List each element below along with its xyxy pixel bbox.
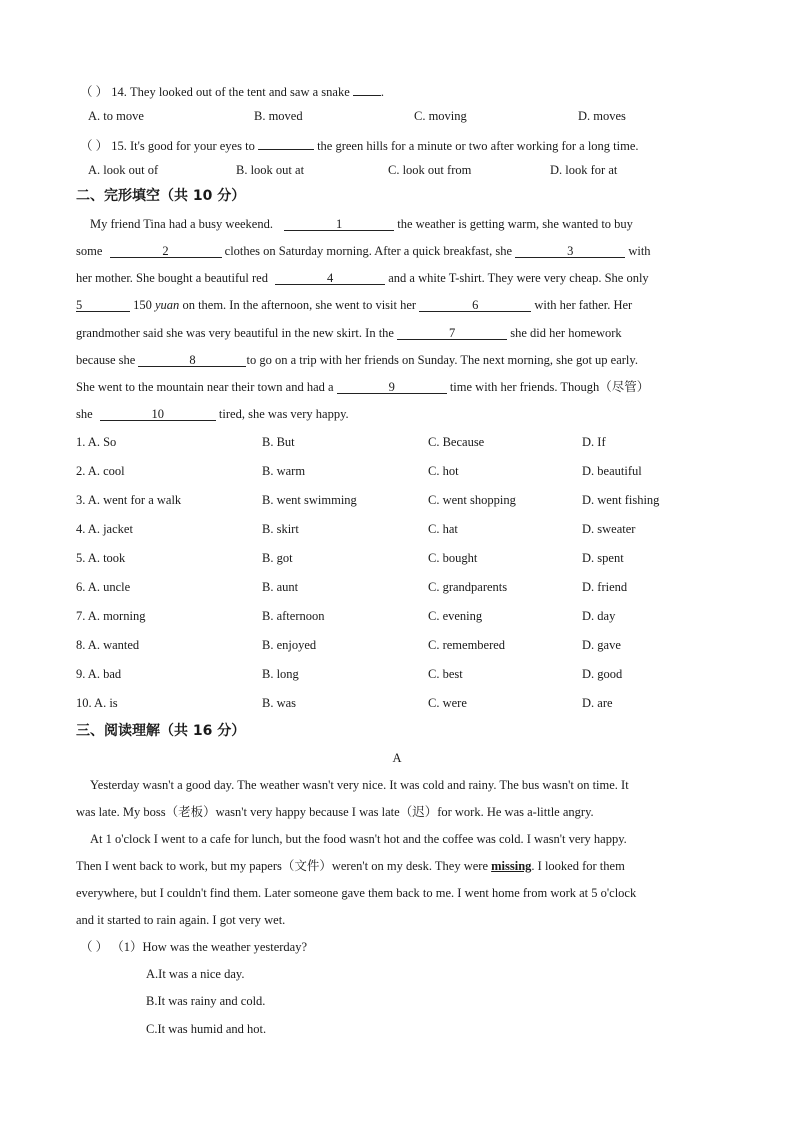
rq1-option-c[interactable]: C.It was humid and hot. — [146, 1022, 267, 1036]
cloze-line-6: because she 8 to go on a trip with her friends on Sunday. The next morning, she got up early. — [76, 353, 638, 367]
choice-6-b[interactable]: B. aunt — [262, 580, 299, 594]
answer-blank[interactable] — [353, 81, 381, 96]
choice-7-a[interactable]: 7. A. morning — [76, 609, 146, 623]
choice-2-b[interactable]: B. warm — [262, 464, 306, 478]
choice-10-b[interactable]: B. was — [262, 696, 297, 710]
cloze-line-4: 5 150 yuan on them. In the afternoon, she went to visit her 6 with her father. Her — [76, 298, 633, 312]
choice-5-b[interactable]: B. got — [262, 551, 293, 565]
cloze-blank-3[interactable]: 3 — [515, 243, 625, 258]
cloze-blank-4[interactable]: 4 — [275, 270, 385, 285]
choice-6-d[interactable]: D. friend — [582, 580, 628, 594]
choice-7-d[interactable]: D. day — [582, 609, 616, 623]
choice-9-d[interactable]: D. good — [582, 667, 623, 681]
reading-line-4: Then I went back to work, but my papers（文件）weren't on my desk. They were missing. I looked for them — [76, 859, 625, 873]
section-3-title: 三、阅读理解（共 16 分） — [76, 723, 246, 739]
answer-paren[interactable]: （ ） — [80, 139, 109, 153]
choice-5-c[interactable]: C. bought — [428, 551, 478, 565]
choice-7-c[interactable]: C. evening — [428, 609, 483, 623]
choice-10-a[interactable]: 10. A. is — [76, 696, 118, 710]
choice-8-a[interactable]: 8. A. wanted — [76, 638, 140, 652]
reading-line-5: everywhere, but I couldn't find them. Later someone gave them back to me. I went home from work at 5 o'clock — [76, 886, 637, 900]
cloze-line-1: My friend Tina had a busy weekend. 1 the weather is getting warm, she wanted to buy — [90, 217, 633, 231]
choice-9-a[interactable]: 9. A. bad — [76, 667, 122, 681]
choice-4-a[interactable]: 4. A. jacket — [76, 522, 133, 536]
choice-3-c[interactable]: C. went shopping — [428, 493, 516, 507]
choice-4-d[interactable]: D. sweater — [582, 522, 636, 536]
q14-option-d[interactable]: D. moves — [578, 109, 626, 123]
choice-6-c[interactable]: C. grandparents — [428, 580, 508, 594]
choice-5-d[interactable]: D. spent — [582, 551, 624, 565]
choice-10-c[interactable]: C. were — [428, 696, 467, 710]
answer-paren[interactable]: （ ） — [80, 940, 109, 954]
cloze-blank-5[interactable]: 5 — [76, 297, 130, 312]
q15-option-b[interactable]: B. look out at — [236, 163, 305, 177]
answer-blank[interactable] — [258, 135, 314, 150]
choice-7-b[interactable]: B. afternoon — [262, 609, 325, 623]
question-14-stem: 14. They looked out of the tent and saw a snake — [111, 85, 350, 99]
choice-2-a[interactable]: 2. A. cool — [76, 464, 125, 478]
question-15: （ ） 15. It's good for your eyes to the green hills for a minute or two after working for a long time. — [80, 135, 639, 154]
cloze-blank-9[interactable]: 9 — [337, 379, 447, 394]
rq1-option-a[interactable]: A.It was a nice day. — [146, 967, 245, 981]
answer-paren[interactable]: （ ） — [80, 85, 109, 99]
reading-line-3: At 1 o'clock I went to a cafe for lunch, but the food wasn't hot and the coffee was cold. I wasn't very happy. — [90, 832, 627, 846]
passage-label: A — [392, 751, 402, 765]
choice-10-d[interactable]: D. are — [582, 696, 613, 710]
choice-1-a[interactable]: 1. A. So — [76, 435, 117, 449]
cloze-line-5: grandmother said she was very beautiful in the new skirt. In the 7 she did her homework — [76, 326, 622, 340]
choice-3-d[interactable]: D. went fishing — [582, 493, 660, 507]
choice-9-c[interactable]: C. best — [428, 667, 463, 681]
cloze-blank-10[interactable]: 10 — [100, 406, 216, 421]
choice-3-b[interactable]: B. went swimming — [262, 493, 357, 507]
choice-5-a[interactable]: 5. A. took — [76, 551, 126, 565]
choice-4-b[interactable]: B. skirt — [262, 522, 299, 536]
cloze-blank-7[interactable]: 7 — [397, 325, 507, 340]
reading-question-1: （ ） （1）How was the weather yesterday? — [80, 940, 308, 954]
choice-8-d[interactable]: D. gave — [582, 638, 621, 652]
q14-option-a[interactable]: A. to move — [88, 109, 144, 123]
q14-option-c[interactable]: C. moving — [414, 109, 467, 123]
choice-2-c[interactable]: C. hot — [428, 464, 459, 478]
choice-9-b[interactable]: B. long — [262, 667, 299, 681]
choice-2-d[interactable]: D. beautiful — [582, 464, 642, 478]
cloze-line-3: her mother. She bought a beautiful red 4 and a white T-shirt. They were very cheap. She only — [76, 271, 649, 285]
cloze-blank-1[interactable]: 1 — [284, 216, 394, 231]
choice-1-c[interactable]: C. Because — [428, 435, 485, 449]
q15-option-c[interactable]: C. look out from — [388, 163, 472, 177]
choice-6-a[interactable]: 6. A. uncle — [76, 580, 131, 594]
choice-4-c[interactable]: C. hat — [428, 522, 458, 536]
cloze-line-7: She went to the mountain near their town and had a 9 time with her friends. Though（尽管） — [76, 380, 650, 394]
q15-option-a[interactable]: A. look out of — [88, 163, 159, 177]
cloze-blank-8[interactable]: 8 — [138, 352, 246, 367]
reading-line-1: Yesterday wasn't a good day. The weather wasn't very nice. It was cold and rainy. The bus wasn't on time. It — [90, 778, 629, 792]
q14-option-b[interactable]: B. moved — [254, 109, 303, 123]
cloze-blank-2[interactable]: 2 — [110, 243, 222, 258]
choice-1-b[interactable]: B. But — [262, 435, 295, 449]
q15-option-d[interactable]: D. look for at — [550, 163, 618, 177]
cloze-line-2: some 2 clothes on Saturday morning. After a quick breakfast, she 3 with — [76, 244, 651, 258]
question-14: （ ） 14. They looked out of the tent and saw a snake . — [80, 81, 384, 100]
section-2-title: 二、完形填空（共 10 分） — [76, 188, 246, 204]
rq1-option-b[interactable]: B.It was rainy and cold. — [146, 994, 266, 1008]
keyword-missing: missing — [491, 859, 532, 873]
reading-line-2: was late. My boss（老板）wasn't very happy because I was late（迟）for work. He was a-little angry. — [76, 805, 594, 819]
choice-1-d[interactable]: D. If — [582, 435, 606, 449]
choice-3-a[interactable]: 3. A. went for a walk — [76, 493, 182, 507]
cloze-line-8: she 10 tired, she was very happy. — [76, 407, 349, 421]
choice-8-b[interactable]: B. enjoyed — [262, 638, 317, 652]
choice-8-c[interactable]: C. remembered — [428, 638, 506, 652]
cloze-blank-6[interactable]: 6 — [419, 297, 531, 312]
reading-line-6: and it started to rain again. I got very wet. — [76, 913, 286, 927]
